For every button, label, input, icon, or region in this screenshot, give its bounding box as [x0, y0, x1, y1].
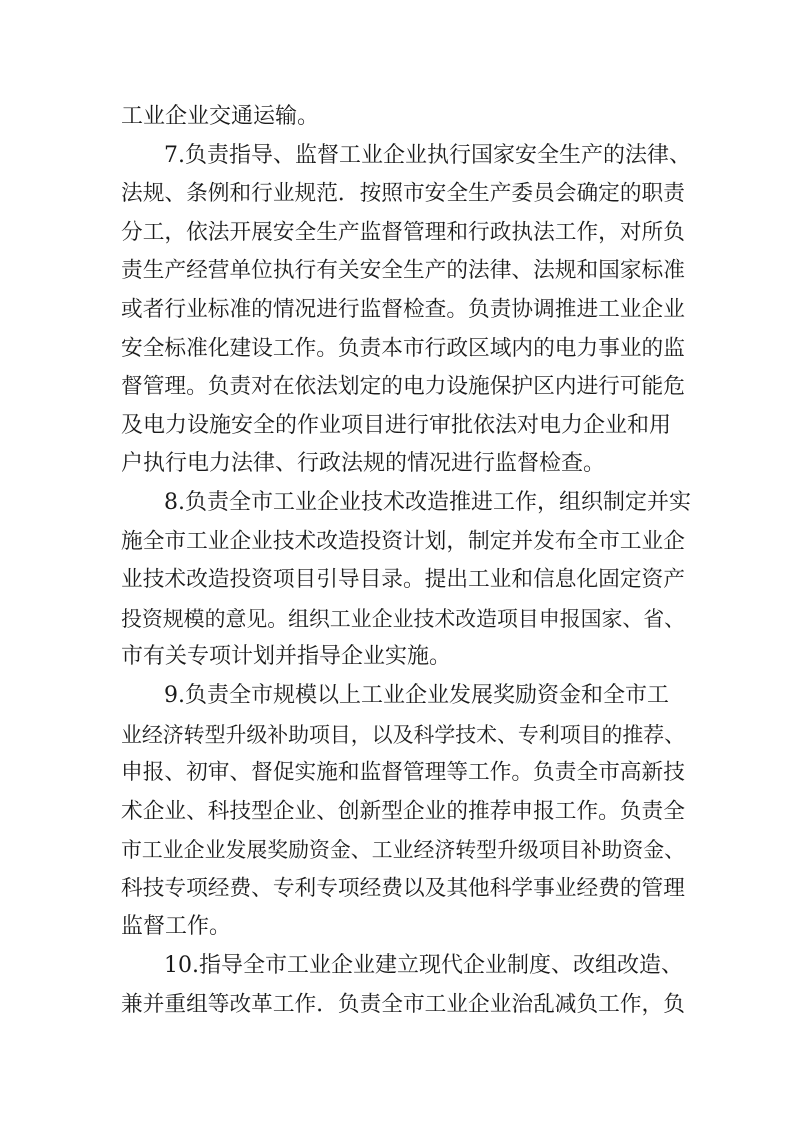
text-line: 户执行电力法律、行政法规的情况进行监督检查。: [121, 451, 606, 477]
paragraph-transport-continuation: [121, 98, 691, 137]
text-line: 分工，依法开展安全生产监督管理和行政执法工作，对所负: [121, 219, 685, 245]
text-line: 施全市工业企业技术改造投资计划，制定并发布全市工业企: [121, 528, 685, 554]
text-line: 10.指导全市工业企业建立现代企业制度、改组改造、: [164, 953, 683, 979]
text-line: 科技专项经费、专利专项经费以及其他科学事业经费的管理: [121, 875, 685, 901]
document-body: [121, 98, 691, 1024]
paragraph-item-9-incentive-funds: [121, 677, 691, 947]
text-line: 申报、初审、督促实施和监督管理等工作。负责全市高新技: [121, 760, 685, 786]
paragraph-item-8-technical-transformation: [121, 484, 691, 677]
paragraph-item-7-safety-production: [121, 137, 691, 484]
text-line: 监督工作。: [121, 914, 232, 940]
text-line: 督管理。负责对在依法划定的电力设施保护区内进行可能危: [121, 374, 685, 400]
text-line: 及电力设施安全的作业项目进行审批依法对电力企业和用: [121, 412, 672, 438]
text-line: 市有关专项计划并指导企业实施。: [121, 644, 452, 670]
text-line: 市工业企业发展奖励资金、工业经济转型升级项目补助资金、: [121, 838, 686, 863]
text-line: 8.负责全市工业企业技术改造推进工作，组织制定并实: [164, 489, 691, 515]
text-line: 兼并重组等改革工作．负责全市工业企业治乱减负工作，负: [121, 991, 685, 1017]
text-line: 9.负责全市规模以上工业企业发展奖励资金和全市工: [164, 682, 669, 708]
text-line: 投资规模的意见。组织工业企业技术改造项目申报国家、省、: [121, 606, 686, 631]
text-line: 7.负责指导、监督工业企业执行国家安全生产的法律、: [164, 142, 691, 168]
paragraph-item-10-enterprise-reform: [121, 947, 691, 1024]
text-line: 或者行业标准的情况进行监督检查。负责协调推进工业企业: [121, 296, 685, 322]
text-line: 安全标准化建设工作。负责本市行政区域内的电力事业的监: [121, 335, 685, 361]
text-line: 业经济转型升级补助项目，以及科学技术、专利项目的推荐、: [121, 722, 686, 747]
text-line: 工业企业交通运输。: [121, 104, 320, 129]
text-line: 业技术改造投资项目引导目录。提出工业和信息化固定资产: [121, 567, 685, 593]
text-line: 法规、条例和行业规范．按照市安全生产委员会确定的职责: [121, 181, 685, 207]
text-line: 责生产经营单位执行有关安全生产的法律、法规和国家标准: [121, 258, 685, 284]
text-line: 术企业、科技型企业、创新型企业的推荐申报工作。负责全: [121, 798, 685, 824]
